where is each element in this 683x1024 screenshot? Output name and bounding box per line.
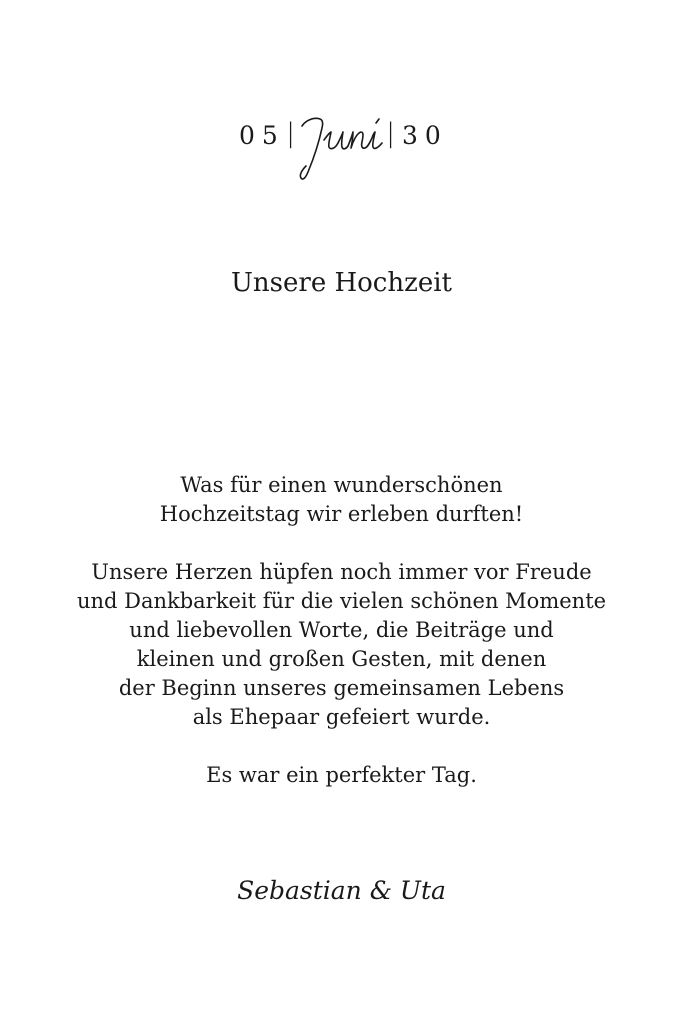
date-separator-right: | xyxy=(386,118,396,149)
message-line: Es war ein perfekter Tag. xyxy=(206,763,477,787)
message-paragraph xyxy=(0,471,683,529)
card-heading: Unsere Hochzeit xyxy=(231,268,452,298)
message-paragraph xyxy=(0,761,683,790)
message-line: kleinen und großen Gesten, mit denen xyxy=(136,647,547,671)
message-line: Hochzeitstag wir erleben durften! xyxy=(159,502,524,526)
message-line: der Beginn unseres gemeinsamen Lebens xyxy=(118,676,565,700)
message-line: Unsere Herzen hüpfen noch immer vor Freude xyxy=(91,560,592,584)
message-line: als Ehepaar gefeiert wurde. xyxy=(192,705,491,729)
message-line: Was für einen wunderschönen xyxy=(180,473,503,497)
message-line: und Dankbarkeit für die vielen schönen Momente xyxy=(76,589,607,613)
message-paragraph xyxy=(0,558,683,732)
message-line: und liebevollen Worte, die Beiträge und xyxy=(129,618,554,642)
date-day: 05 xyxy=(239,121,285,150)
date-year: 30 xyxy=(402,121,448,150)
date-separator-left: | xyxy=(286,118,296,149)
date-month-script-lettering xyxy=(296,110,388,184)
thank-you-message xyxy=(0,471,683,790)
couple-signature: Sebastian & Uta xyxy=(237,876,446,905)
